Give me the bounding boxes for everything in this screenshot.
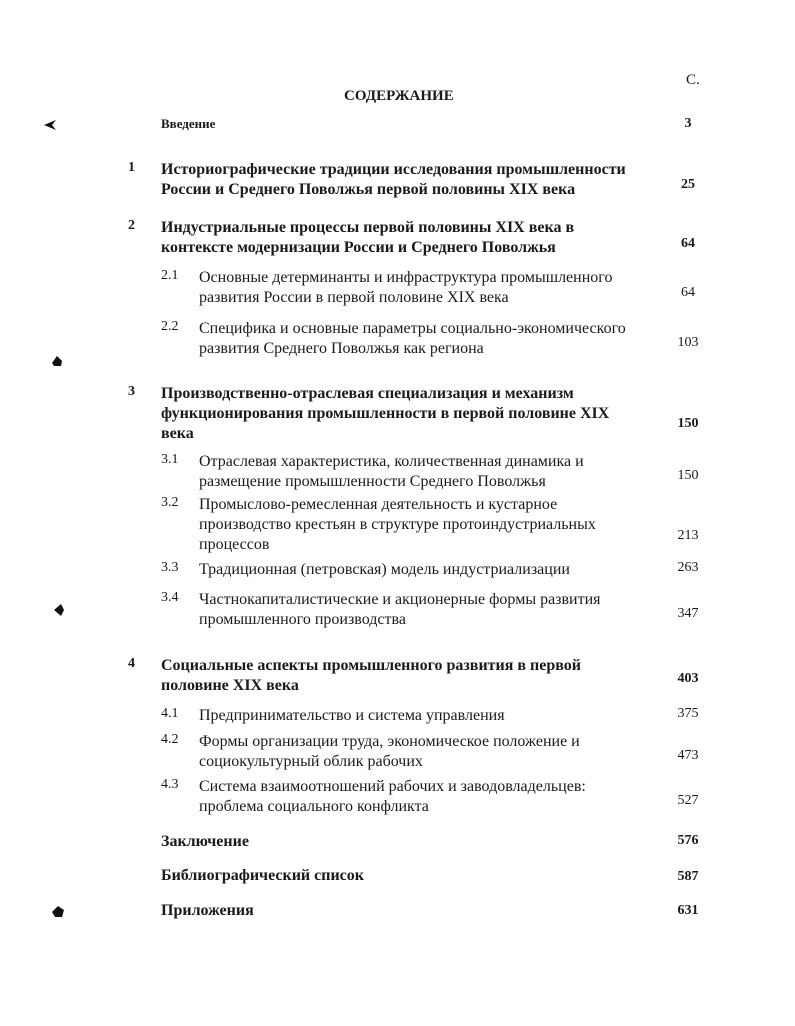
- intro-page: 3: [684, 116, 692, 131]
- section-title-line: развития Среднего Поволжья как региона: [199, 340, 484, 357]
- chapter-title-line: Социальные аспекты промышленного развития в первой: [161, 657, 581, 674]
- scan-mark-icon: [42, 118, 58, 132]
- section-page: 347: [677, 606, 699, 621]
- section-title: [199, 777, 586, 817]
- section-title-line: Промыслово-ремесленная деятельность и кустарное: [199, 496, 558, 513]
- section-title-line: производство крестьян в структуре протоиндустриальных: [199, 516, 596, 533]
- section-page: 103: [677, 335, 699, 350]
- chapter-number: 2: [128, 218, 135, 233]
- section-title-line: развития России в первой половине XIX века: [199, 289, 509, 306]
- section-number: 4.1: [161, 706, 179, 721]
- scan-mark-icon: [50, 904, 66, 920]
- chapter-number: 1: [128, 160, 135, 175]
- section-title-line: Формы организации труда, экономическое положение и: [199, 733, 580, 750]
- section-title-line: Основные детерминанты и инфраструктура промышленного: [199, 269, 613, 286]
- chapter-title-line: Индустриальные процессы первой половины XIX века в: [161, 219, 575, 236]
- section-number: 4.2: [161, 732, 179, 747]
- chapter-page: 25: [681, 177, 695, 192]
- section-title-line: промышленного производства: [199, 611, 406, 628]
- chapter-title: [161, 160, 626, 200]
- section-number: 3.1: [161, 452, 179, 467]
- section-title: [199, 706, 505, 726]
- chapter-title-line: России и Среднего Поволжья первой половины XIX века: [161, 181, 576, 198]
- chapter-title: [161, 218, 574, 258]
- bibliography-title: Библиографический список: [161, 867, 364, 884]
- chapter-page: 150: [677, 416, 699, 431]
- chapter-title: [161, 384, 609, 444]
- intro-title: Введение: [161, 116, 216, 131]
- section-title-line: проблема социального конфликта: [199, 798, 429, 815]
- section-page: 150: [677, 468, 699, 483]
- section-title: [199, 452, 584, 492]
- section-number: 2.1: [161, 268, 179, 283]
- section-title: [199, 560, 570, 580]
- section-title: [199, 495, 596, 555]
- section-title-line: Отраслевая характеристика, количественная динамика и: [199, 453, 584, 470]
- section-number: 3.3: [161, 560, 179, 575]
- chapter-page: 64: [681, 236, 695, 251]
- bibliography-page: 587: [677, 869, 699, 884]
- chapter-number: 3: [128, 384, 135, 399]
- section-number: 2.2: [161, 319, 179, 334]
- section-title: [199, 268, 612, 308]
- section-title: [199, 319, 626, 359]
- chapter-title-line: половине XIX века: [161, 677, 299, 694]
- scan-mark-icon: [50, 354, 64, 368]
- section-title-line: социокультурный облик рабочих: [199, 753, 423, 770]
- section-title-line: процессов: [199, 536, 270, 553]
- chapter-title-line: века: [161, 425, 194, 442]
- chapter-title: [161, 656, 581, 696]
- chapter-title-line: контексте модернизации России и Среднего Поволжья: [161, 239, 556, 256]
- section-number: 4.3: [161, 777, 179, 792]
- chapter-title-line: Историографические традиции исследования промышленности: [161, 161, 626, 178]
- scan-mark-icon: [52, 602, 66, 618]
- chapter-title-line: функционирования промышленности в первой половине XIX: [161, 405, 610, 422]
- section-title-line: Частнокапиталистические и акционерные формы развития: [199, 591, 601, 608]
- chapter-number: 4: [128, 656, 135, 671]
- chapter-page: 403: [677, 671, 699, 686]
- section-title: [199, 590, 601, 630]
- page-column-label: С.: [686, 72, 700, 88]
- page-title: СОДЕРЖАНИЕ: [344, 88, 454, 104]
- section-title: [199, 732, 580, 772]
- section-page: 213: [677, 528, 699, 543]
- appendices-page: 631: [677, 903, 699, 918]
- appendices-title: Приложения: [161, 902, 254, 919]
- section-page: 473: [677, 748, 699, 763]
- section-title-line: Система взаимоотношений рабочих и заводовладельцев:: [199, 778, 586, 795]
- section-page: 263: [677, 560, 699, 575]
- conclusion-title: Заключение: [161, 833, 249, 850]
- section-title-line: Предпринимательство и система управления: [199, 707, 505, 724]
- section-title-line: Традиционная (петровская) модель индустриализации: [199, 561, 570, 578]
- section-number: 3.4: [161, 590, 179, 605]
- conclusion-page: 576: [677, 833, 699, 848]
- section-title-line: Специфика и основные параметры социально-экономического: [199, 320, 626, 337]
- section-number: 3.2: [161, 495, 179, 510]
- section-page: 527: [677, 793, 699, 808]
- section-page: 375: [677, 706, 699, 721]
- section-title-line: размещение промышленности Среднего Поволжья: [199, 473, 546, 490]
- chapter-title-line: Производственно-отраслевая специализация и механизм: [161, 385, 574, 402]
- section-page: 64: [681, 285, 695, 300]
